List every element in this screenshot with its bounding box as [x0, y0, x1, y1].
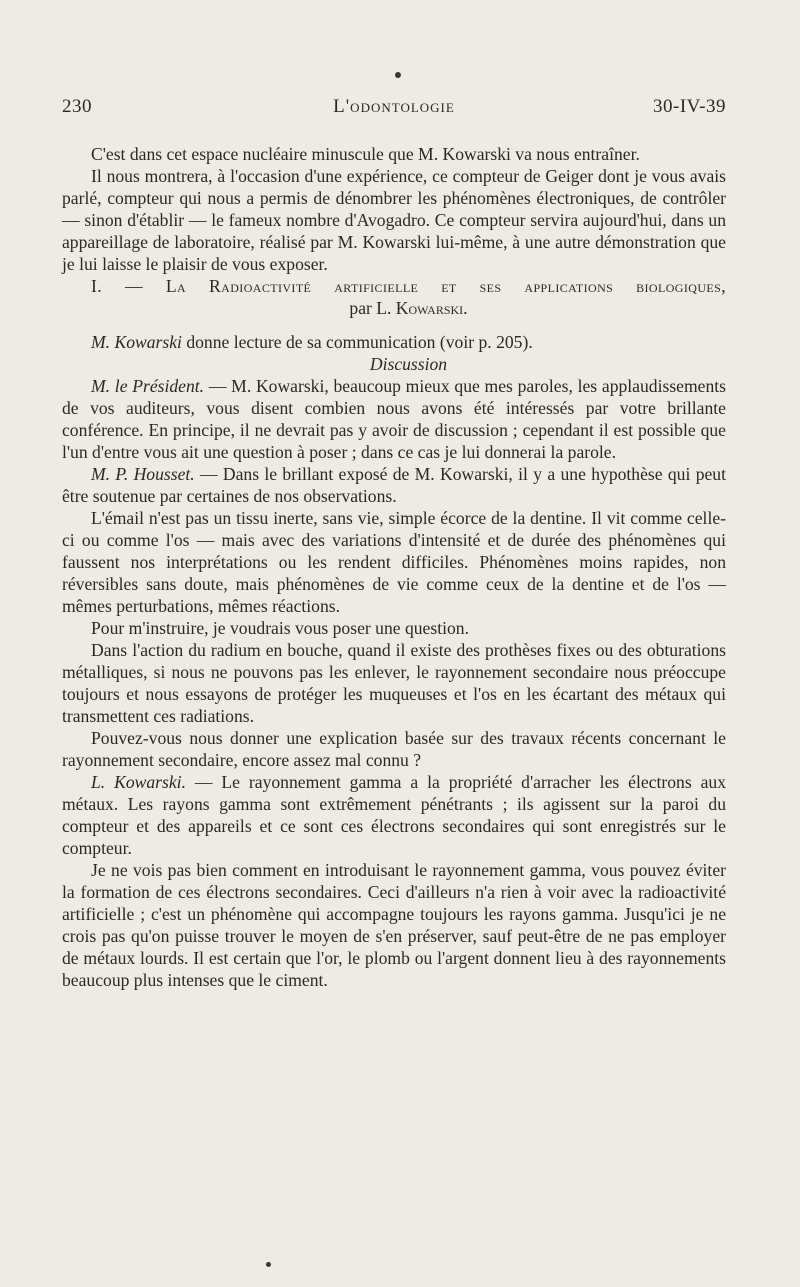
paragraph-intro: C'est dans cet espace nucléaire minuscule que M. Kowarski va nous entraîner.	[91, 144, 640, 164]
speaker-name: M. P. Housset.	[91, 464, 195, 484]
section-title: I. — La Radioactivité artificielle et ses applications biologiques,	[91, 276, 726, 296]
paragraph-text: — Le rayonnement gamma a la propriété d'arracher les électrons aux métaux. Les rayons gamma sont extrêmement pénétrants ; ils agissent sur la paroi du compteur et des appareils et ce sont ces électrons secondaires qui sont enregistrés sur le compteur.	[62, 772, 726, 858]
speaker-name: M. Kowarski	[91, 332, 182, 352]
byline-author: L. Kowarski.	[376, 298, 468, 318]
paragraph-conclusion: Je ne vois pas bien comment en introduisant le rayonnement gamma, vous pouvez éviter la formation de ces électrons secondaires. Ceci d'ailleurs n'a rien à voir avec la radioactivité artificielle ; c'est un phénomène qui accompagne toujours les rayons gamma. Jusqu'ici je ne crois pas qu'on puisse trouver le moyen de s'en préserver, sauf peut-être de ne pas employer de métaux lourds. Il est certain que l'or, le plomb ou l'argent donnent lieu à des rayonnements beaucoup plus intenses que le ciment.	[62, 860, 726, 990]
byline	[62, 297, 726, 319]
paragraph-geiger-counter: Il nous montrera, à l'occasion d'une expérience, ce compteur de Geiger dont je vous avais parlé, compteur qui nous a permis de dénombrer les phénomènes électroniques, de contrôler — sinon d'établir — le fameux nombre d'Avogadro. Ce compteur servira aujourd'hui, dans un appareillage de laboratoire, réalisé par M. Kowarski lui-même, à une autre démonstration que je lui laisse le plaisir de vous exposer.	[62, 166, 726, 274]
page-number: 230	[62, 96, 92, 117]
bottom-ink-dot	[266, 1262, 271, 1267]
article-body	[62, 143, 726, 991]
speaker-name: M. le Président.	[91, 376, 205, 396]
discussion-heading: Discussion	[369, 354, 448, 374]
paragraph-kowarski-answer	[62, 771, 726, 859]
paragraph-text: — Dans le brillant exposé de M. Kowarski, il y a une hypothèse qui peut être soutenue par certaines de nos observations.	[62, 464, 726, 506]
issue-date: 30-IV-39	[653, 96, 726, 117]
paragraph-president	[62, 375, 726, 463]
paragraph-communication	[62, 331, 726, 353]
top-ink-dot	[395, 72, 401, 78]
paragraph-question: Pouvez-vous nous donner une explication basée sur des travaux récents concernant le rayonnement secondaire, encore assez mal connu ?	[62, 728, 726, 770]
running-head	[62, 96, 726, 126]
byline-prefix: par	[349, 298, 372, 318]
paragraph-text: donne lecture de sa communication (voir p. 205).	[181, 332, 533, 352]
speaker-name: L. Kowarski.	[91, 772, 186, 792]
paragraph-email: L'émail n'est pas un tissu inerte, sans vie, simple écorce de la dentine. Il vit comme celle-ci ou comme l'os — mais avec des variations d'intensité et de durée des phénomènes qui faussent nos interprétations ou les rendent difficiles. Phénomènes moins rapides, non réversibles sans doute, mais phénomènes de vie comme ceux de la dentine et de l'os — mêmes perturbations, mêmes réactions.	[62, 508, 726, 616]
paragraph-text: — M. Kowarski, beaucoup mieux que mes paroles, les applaudissements de vos auditeurs, vous disent combien nous avons été intéressés par votre brillante conférence. En principe, il ne devrait pas y avoir de discussion ; cependant il est possible que l'un d'entre vous ait une question à poser ; dans ce cas je lui donnerai la parole.	[62, 376, 726, 462]
journal-title: L'odontologie	[333, 96, 455, 117]
paragraph-housset	[62, 463, 726, 507]
paragraph-question-intro: Pour m'instruire, je voudrais vous poser une question.	[91, 618, 469, 638]
paragraph-radium: Dans l'action du radium en bouche, quand il existe des prothèses fixes ou des obturations métalliques, si nous ne pouvons pas les enlever, le rayonnement secondaire nous préoccupe toujours et nous essayons de protéger les muqueuses et l'os en les écartant des métaux qui transmettent ces radiations.	[62, 640, 726, 726]
